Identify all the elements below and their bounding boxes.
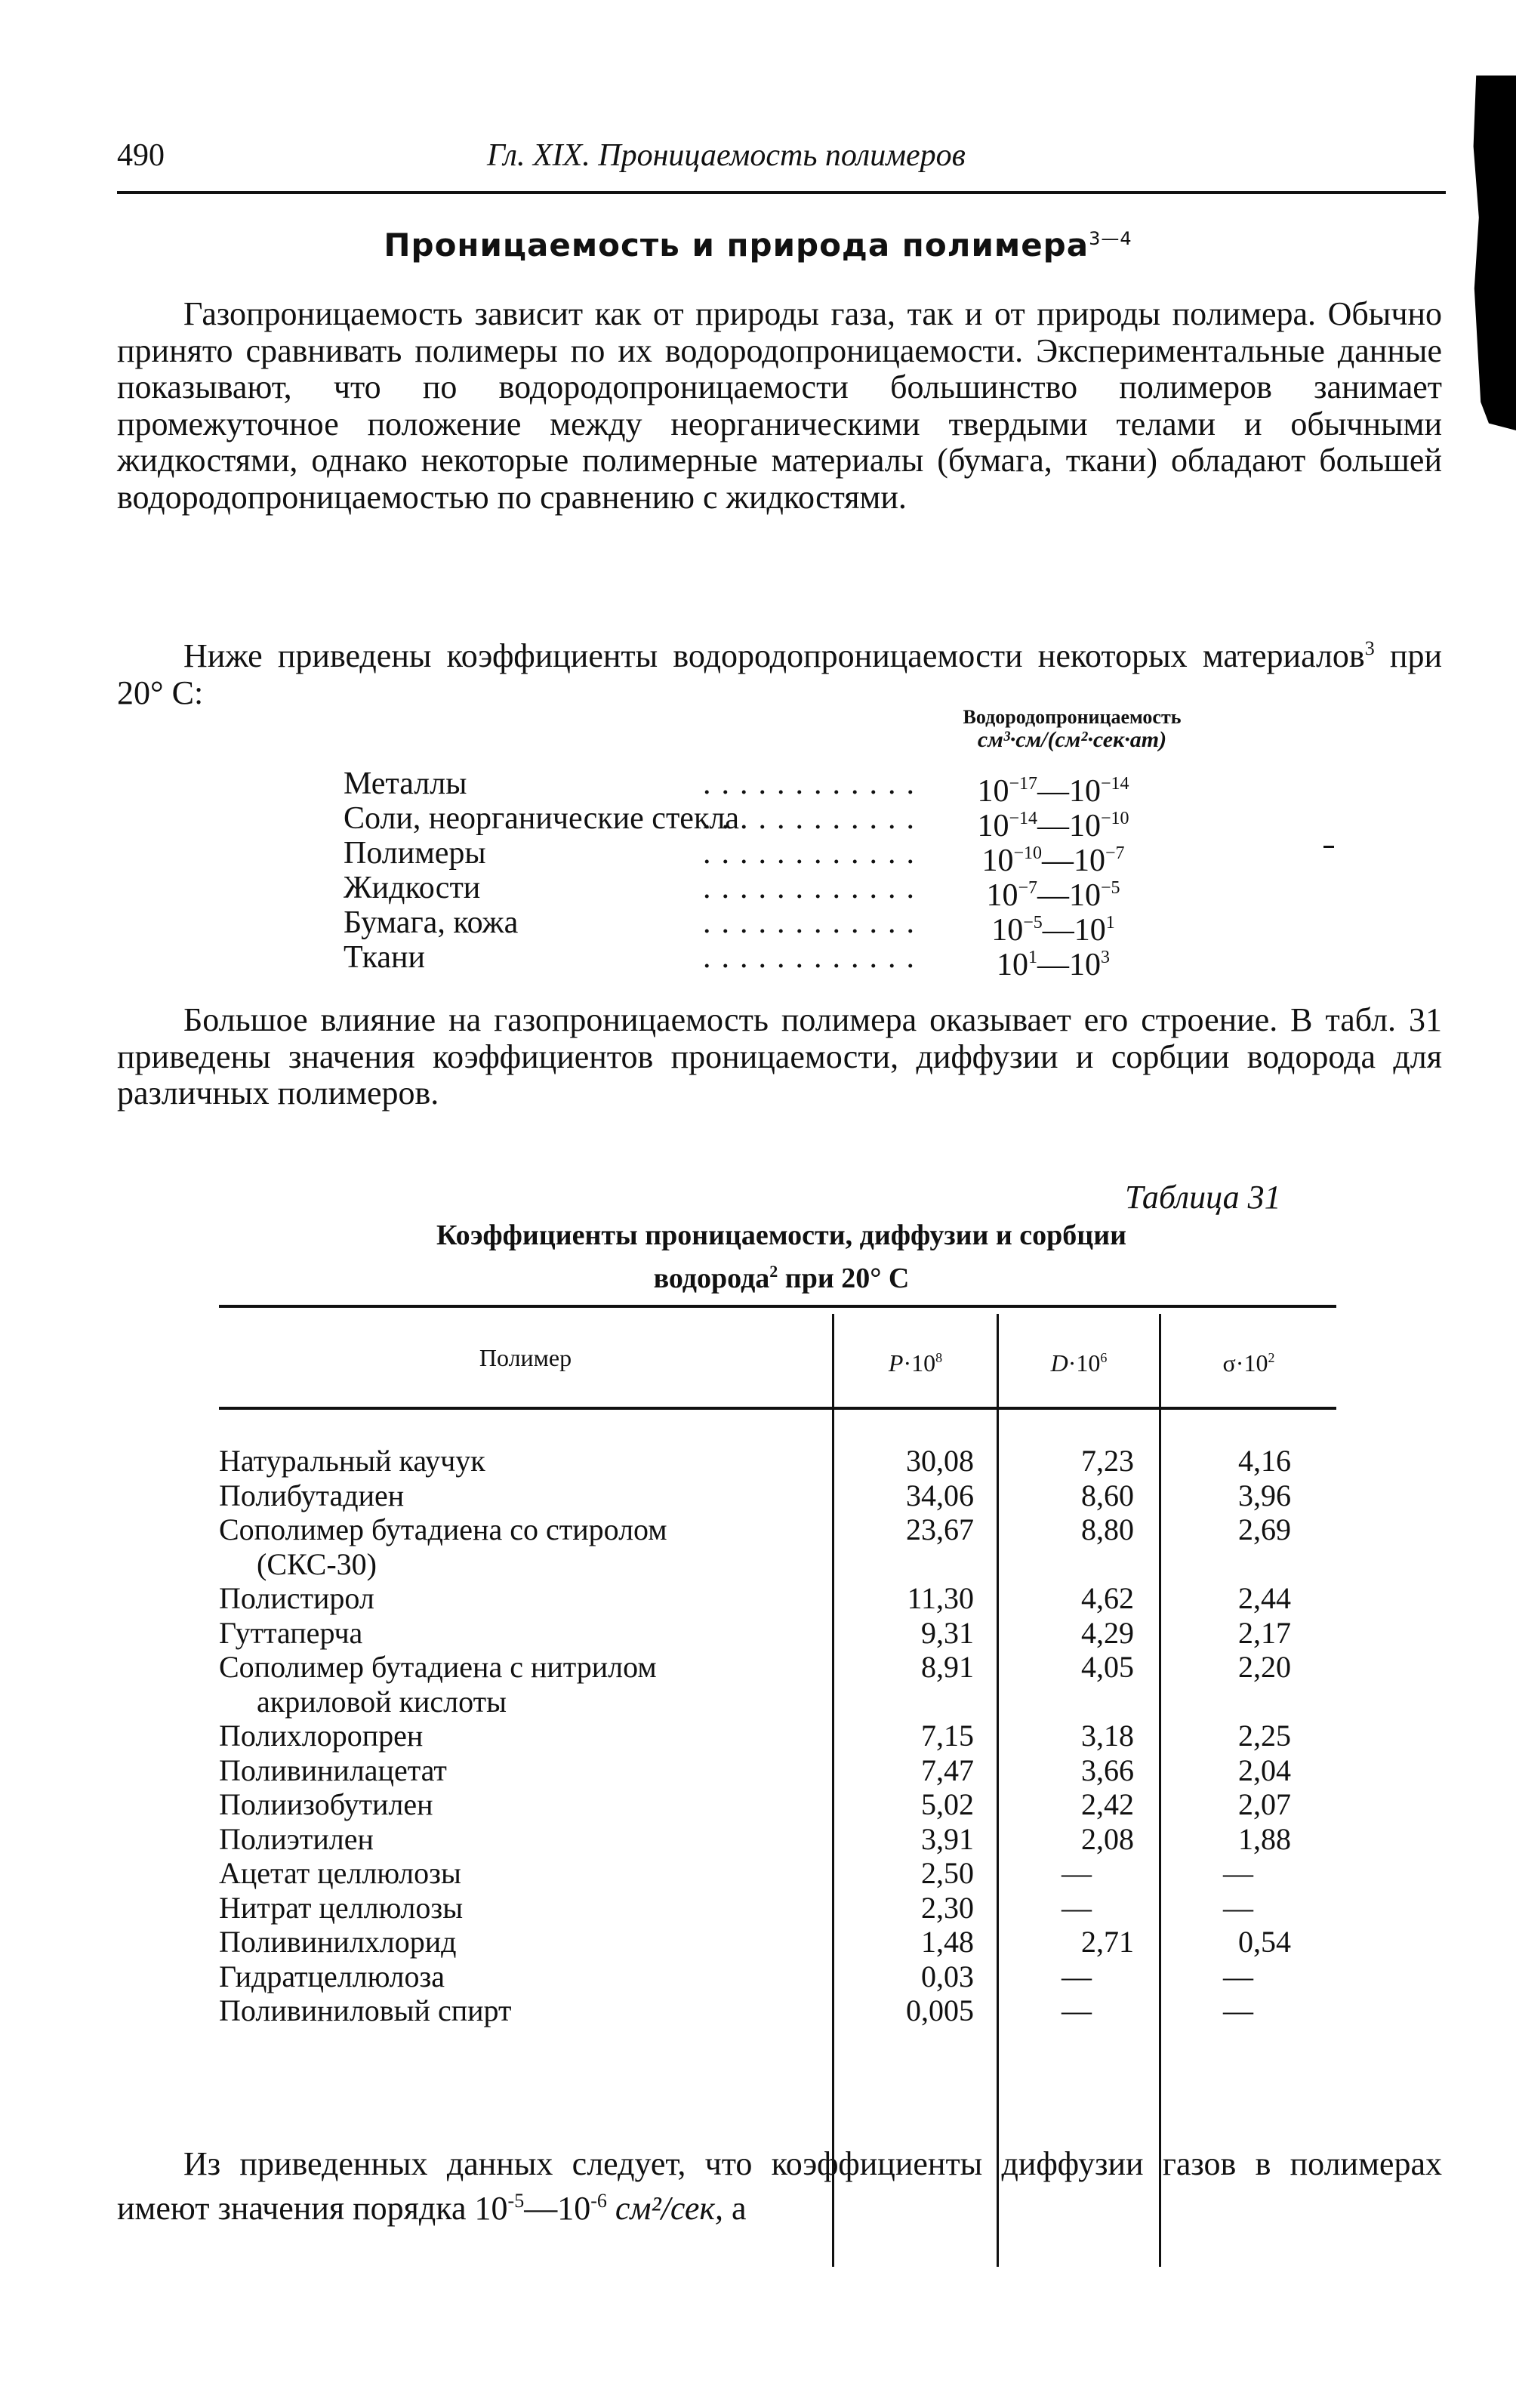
material-name: Жидкости — [344, 871, 481, 905]
range-separator: — — [1042, 913, 1074, 948]
polymer-name-continued: акриловой кислоты — [257, 1684, 507, 1719]
header-s-mult: ·10 — [1235, 1349, 1268, 1377]
chapter-title: Гл. XIX. Проницаемость полимеров — [487, 138, 966, 173]
range-to-base: 10 — [1074, 913, 1106, 948]
polymer-name: Сополимер бутадиена со стиролом — [219, 1512, 667, 1546]
diffusion-value: 4,29 — [1081, 1615, 1134, 1650]
sorption-value: — — [1223, 1993, 1253, 2027]
table-row — [219, 1822, 1336, 1857]
range-to-exp: 3 — [1101, 948, 1110, 967]
diffusion-value: — — [1062, 1993, 1092, 2027]
section-heading-text: Проницаемость и природа полимера — [384, 227, 1089, 264]
table-row — [219, 1650, 1336, 1719]
paragraph-3-text: Большое влияние на газопроницаемость полимера оказывает его строение. В табл. 31 приведены значения коэффициентов проницаемости, диффузии и сорбции водорода для различных полимеров. — [117, 1001, 1442, 1112]
polymer-name: Поливинилацетат — [219, 1753, 447, 1787]
table-row — [219, 1925, 1336, 1959]
table-title — [226, 1217, 1336, 1296]
table-row — [219, 1891, 1336, 1925]
paragraph-2-text-b: при 20° С: — [117, 637, 1442, 711]
table-row — [219, 1856, 1336, 1891]
mini-table-row — [344, 836, 1280, 878]
range-from-base: 10 — [991, 913, 1024, 948]
table-row — [219, 1581, 1336, 1616]
polymer-name-continued: (СКС-30) — [257, 1546, 377, 1581]
table-title-line-1: Коэффициенты проницаемости, диффузии и сорбции — [436, 1219, 1126, 1251]
range-separator: — — [1037, 774, 1069, 809]
mini-table-row — [344, 871, 1280, 913]
table-title-ref: 2 — [769, 1262, 778, 1281]
range-from-exp: −7 — [1018, 878, 1037, 898]
range-from-base: 10 — [986, 878, 1018, 913]
diffusion-value: 3,66 — [1081, 1753, 1134, 1787]
table-row — [219, 1512, 1336, 1581]
dot-leader: ............ — [703, 940, 925, 975]
polymer-name: Поливинилхлорид — [219, 1925, 457, 1959]
table-row — [219, 1753, 1336, 1788]
range-to-base: 10 — [1074, 843, 1105, 878]
permeability-value: 2,50 — [921, 1856, 974, 1890]
diffusion-value: 8,80 — [1081, 1512, 1134, 1546]
polymer-name: Полиизобутилен — [219, 1787, 433, 1821]
sorption-value: 2,25 — [1238, 1719, 1291, 1753]
page-number: 490 — [117, 138, 165, 173]
polymer-name: Полистирол — [219, 1581, 374, 1615]
diffusion-value: 4,62 — [1081, 1581, 1134, 1615]
sorption-value: 2,04 — [1238, 1753, 1291, 1787]
range-from-exp: −10 — [1013, 843, 1042, 863]
diffusion-value: — — [1062, 1959, 1092, 1993]
range-from-base: 10 — [981, 843, 1014, 878]
diffusion-value: 2,42 — [1081, 1787, 1134, 1821]
paragraph-2-text — [117, 631, 1442, 711]
paragraph-1 — [117, 296, 1442, 516]
range-separator: — — [1037, 809, 1069, 843]
header-sorption — [1161, 1343, 1336, 1377]
header-polymer: Полимер — [479, 1344, 572, 1371]
table-row — [219, 1478, 1336, 1513]
mini-table-row — [344, 905, 1280, 948]
paragraph-4-text — [117, 2146, 1442, 2227]
polymer-name: Поливиниловый спирт — [219, 1993, 512, 2027]
paragraph-4-exp-1: -5 — [507, 2189, 525, 2212]
dot-leader: ............ — [703, 766, 925, 801]
header-permeability — [834, 1343, 997, 1377]
paragraph-4-unit: см²/сек, — [615, 2189, 723, 2227]
section-heading-refs: 3—4 — [1089, 228, 1132, 249]
polymer-name: Полихлоропрен — [219, 1719, 424, 1753]
dot-leader: ............ — [703, 801, 925, 836]
polymer-name: Полибутадиен — [219, 1478, 405, 1512]
diffusion-value: 3,18 — [1081, 1719, 1134, 1753]
diffusion-value: 8,60 — [1081, 1478, 1134, 1512]
header-p-exp: 8 — [935, 1350, 943, 1365]
permeability-value: 7,15 — [921, 1719, 974, 1753]
sorption-value: 2,20 — [1238, 1650, 1291, 1684]
diffusion-value: 2,71 — [1081, 1925, 1134, 1959]
polymer-name: Сополимер бутадиена с нитрилом — [219, 1650, 657, 1684]
permeability-value: 7,47 — [921, 1753, 974, 1787]
table-body — [219, 1444, 1336, 2028]
paragraph-2 — [117, 631, 1442, 711]
stray-mark — [1323, 846, 1334, 848]
dot-leader: ............ — [703, 871, 925, 905]
range-to-exp: −14 — [1101, 774, 1129, 794]
table-title-line-2-a: водорода — [653, 1263, 770, 1294]
sorption-value: 0,54 — [1238, 1925, 1291, 1959]
header-d-symbol: D — [1050, 1349, 1068, 1377]
material-name: Бумага, кожа — [344, 905, 519, 940]
header-s-exp: 2 — [1268, 1350, 1275, 1365]
range-to-base: 10 — [1069, 948, 1101, 982]
polymer-name: Ацетат целлюлозы — [219, 1856, 461, 1890]
table-title-line-2-b: при 20° С — [778, 1263, 910, 1294]
range-to-exp: 1 — [1105, 913, 1115, 933]
permeability-value: 2,30 — [921, 1890, 974, 1925]
range-from-exp: −5 — [1023, 913, 1043, 933]
paragraph-1-text: Газопроницаемость зависит как от природы газа, так и от природы полимера. Обычно принято сравнивать полимеры по их водородопроницаемости. Экспериментальные данные показывают, что по водородопроницаемости большинство полимеров занимает промежуточное положение между неорганическими твердыми телами и обычными жидкостями, однако некоторые полимерные материалы (бумага, ткани) обладают большей водородопроницаемостью по сравнению с жидкостями. — [117, 295, 1442, 516]
range-separator: — — [1037, 948, 1069, 982]
permeability-value: 23,67 — [906, 1512, 974, 1546]
permeability-value: 1,48 — [921, 1925, 974, 1959]
permeability-value: 3,91 — [921, 1821, 974, 1856]
range-from-base: 10 — [977, 809, 1009, 843]
sorption-value: — — [1223, 1856, 1253, 1890]
polymer-name: Полиэтилен — [219, 1821, 374, 1856]
diffusion-value: — — [1062, 1856, 1092, 1890]
paragraph-4 — [117, 2146, 1442, 2227]
sorption-value: 2,07 — [1238, 1787, 1291, 1821]
header-p-symbol: P — [888, 1349, 904, 1377]
range-from-base: 10 — [997, 948, 1028, 982]
paragraph-2-ref: 3 — [1364, 637, 1375, 659]
permeability-value: 8,91 — [921, 1650, 974, 1684]
table-header-rule — [219, 1407, 1336, 1410]
range-to-exp: −5 — [1101, 878, 1120, 898]
range-from-exp: 1 — [1028, 948, 1037, 967]
material-name: Полимеры — [344, 836, 486, 871]
dot-leader: ............ — [703, 836, 925, 871]
table-row — [219, 1787, 1336, 1822]
polymer-name: Нитрат целлюлозы — [219, 1890, 464, 1925]
mini-table-row — [344, 801, 1280, 843]
header-s-symbol: σ — [1222, 1349, 1236, 1377]
range-separator: — — [1037, 878, 1069, 913]
polymer-name: Натуральный каучук — [219, 1444, 485, 1478]
mini-table-header-title: Водородопроницаемость — [963, 706, 1182, 728]
section-heading — [0, 227, 1516, 264]
table-row — [219, 1959, 1336, 1994]
material-name: Металлы — [344, 766, 467, 801]
header-p-mult: ·10 — [903, 1349, 936, 1377]
polymer-name: Гуттаперча — [219, 1615, 363, 1650]
mini-table-row — [344, 766, 1280, 809]
range-to-base: 10 — [1069, 774, 1101, 809]
permeability-value: 9,31 — [921, 1615, 974, 1650]
running-head — [117, 137, 1438, 183]
mini-table — [344, 766, 1280, 982]
mini-table-header-units: см³·см/(см²·сек·ат) — [977, 727, 1167, 752]
permeability-value: 0,03 — [921, 1959, 974, 1993]
diffusion-value: 2,08 — [1081, 1821, 1134, 1856]
paragraph-4-text-a: Из приведенных данных следует, что коэффициенты диффузии газов в полимерах имеют значения порядка 10 — [117, 2145, 1442, 2227]
paragraph-4-end: а — [723, 2189, 747, 2227]
table-row — [219, 1444, 1336, 1478]
table-title-line-2 — [226, 1253, 1336, 1296]
permeability-value: 5,02 — [921, 1787, 974, 1821]
table-row — [219, 1719, 1336, 1753]
range-separator: — — [1042, 843, 1074, 878]
range-from-base: 10 — [977, 774, 1009, 809]
material-name: Ткани — [344, 940, 425, 975]
table-row — [219, 1993, 1336, 2028]
diffusion-value: — — [1062, 1890, 1092, 1925]
permeability-value: 11,30 — [907, 1581, 974, 1615]
material-name: Соли, неорганические стекла — [344, 801, 739, 836]
paragraph-4-mid: —10 — [524, 2189, 591, 2227]
permeability-value: 34,06 — [906, 1478, 974, 1512]
sorption-value: 3,96 — [1238, 1478, 1291, 1512]
diffusion-value: 7,23 — [1081, 1444, 1134, 1478]
sorption-value: 2,69 — [1238, 1512, 1291, 1546]
permeability-value: 0,005 — [906, 1993, 974, 2027]
sorption-value: 1,88 — [1238, 1821, 1291, 1856]
range-from-exp: −17 — [1009, 774, 1037, 794]
header-diffusion — [999, 1343, 1159, 1377]
mini-table-header — [895, 706, 1249, 751]
header-rule — [117, 191, 1446, 194]
range-from-exp: −14 — [1009, 809, 1037, 828]
header-d-mult: ·10 — [1068, 1349, 1101, 1377]
diffusion-value: 4,05 — [1081, 1650, 1134, 1684]
range-to-base: 10 — [1069, 809, 1101, 843]
paragraph-4-exp-2: -6 — [590, 2189, 607, 2212]
dot-leader: ............ — [703, 905, 925, 940]
table-number: Таблица 31 — [1125, 1179, 1281, 1216]
sorption-value: — — [1223, 1959, 1253, 1993]
table-top-rule — [219, 1305, 1336, 1308]
sorption-value: 4,16 — [1238, 1444, 1291, 1478]
permeability-range — [917, 940, 1189, 982]
table-row — [219, 1616, 1336, 1651]
range-to-base: 10 — [1069, 878, 1101, 913]
sorption-value: 2,44 — [1238, 1581, 1291, 1615]
range-to-exp: −7 — [1105, 843, 1125, 863]
paragraph-3 — [117, 1002, 1442, 1112]
sorption-value: — — [1223, 1890, 1253, 1925]
range-to-exp: −10 — [1101, 809, 1129, 828]
permeability-value: 30,08 — [906, 1444, 974, 1478]
header-d-exp: 6 — [1100, 1350, 1108, 1365]
mini-table-row — [344, 940, 1280, 982]
paragraph-2-text-a: Ниже приведены коэффициенты водородопроницаемости некоторых материалов — [183, 637, 1365, 674]
sorption-value: 2,17 — [1238, 1615, 1291, 1650]
polymer-name: Гидратцеллюлоза — [219, 1959, 445, 1993]
